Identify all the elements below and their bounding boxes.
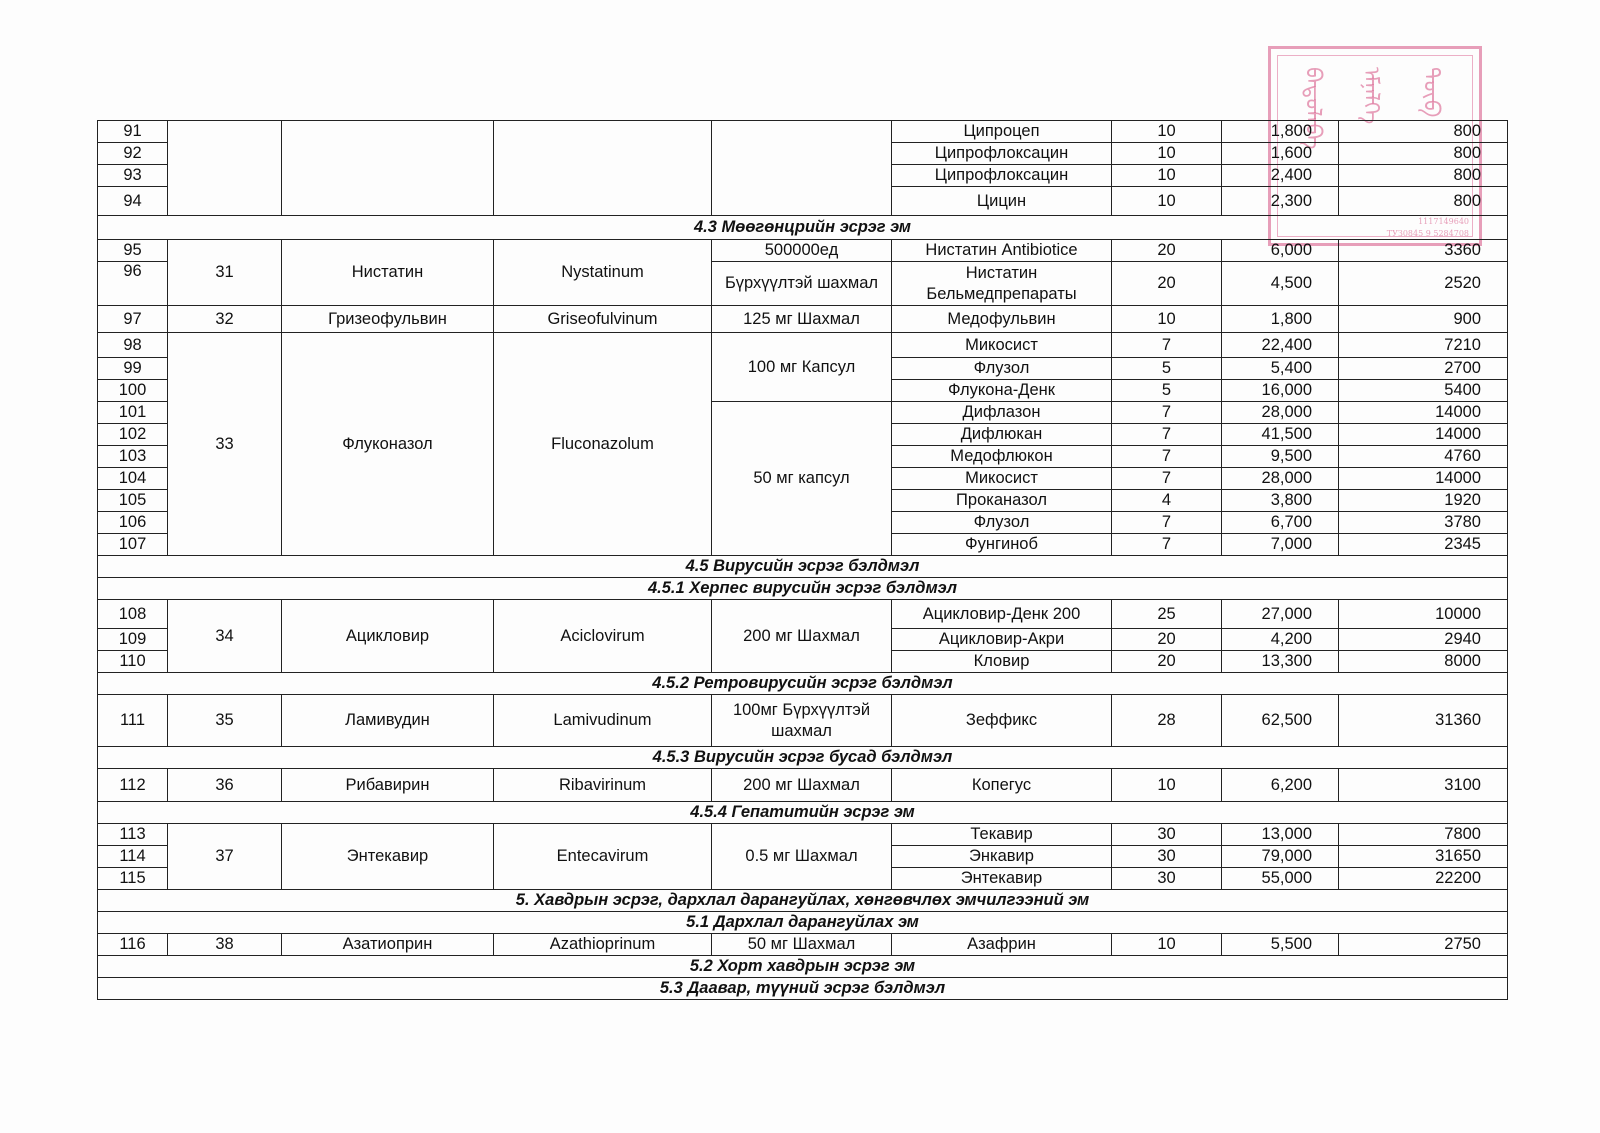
row-index: 110 xyxy=(98,651,168,673)
drug-name-latin xyxy=(494,121,712,216)
total-price: 800 xyxy=(1339,165,1508,187)
total-price: 8000 xyxy=(1339,651,1508,673)
pack-quantity: 7 xyxy=(1112,512,1222,534)
dosage-form: 100 мг Капсул xyxy=(712,333,892,402)
brand-name: Флукона-Денк xyxy=(892,380,1112,402)
row-index: 98 xyxy=(98,333,168,358)
total-price: 800 xyxy=(1339,187,1508,216)
unit-price: 28,000 xyxy=(1222,402,1339,424)
unit-price: 2,400 xyxy=(1222,165,1339,187)
drug-number xyxy=(168,121,282,216)
brand-name: Дифлазон xyxy=(892,402,1112,424)
pack-quantity: 10 xyxy=(1112,306,1222,333)
row-index: 112 xyxy=(98,769,168,802)
row-index: 114 xyxy=(98,846,168,868)
unit-price: 6,000 xyxy=(1222,240,1339,262)
unit-price: 5,400 xyxy=(1222,358,1339,380)
row-index: 111 xyxy=(98,695,168,747)
section-title: 4.5.4 Гепатитийн эсрэг эм xyxy=(98,802,1508,824)
drug-name-latin: Nystatinum xyxy=(494,240,712,306)
unit-price: 1,600 xyxy=(1222,143,1339,165)
table-row xyxy=(98,934,1508,956)
brand-name: Ципрофлоксацин xyxy=(892,165,1112,187)
table-row xyxy=(98,600,1508,629)
unit-price: 16,000 xyxy=(1222,380,1339,402)
section-row xyxy=(98,890,1508,912)
table-row xyxy=(98,333,1508,358)
unit-price: 9,500 xyxy=(1222,446,1339,468)
brand-name: Проканазол xyxy=(892,490,1112,512)
pack-quantity: 10 xyxy=(1112,187,1222,216)
section-title: 4.3 Мөөгөнцрийн эсрэг эм xyxy=(98,216,1508,240)
brand-name: Цицин xyxy=(892,187,1112,216)
row-index: 108 xyxy=(98,600,168,629)
pack-quantity: 10 xyxy=(1112,165,1222,187)
row-index: 109 xyxy=(98,629,168,651)
section-title: 5. Хавдрын эсрэг, дархлал дарангуйлах, хөнгөвчлөх эмчилгээний эм xyxy=(98,890,1508,912)
pack-quantity: 10 xyxy=(1112,769,1222,802)
drug-number: 32 xyxy=(168,306,282,333)
drug-number: 36 xyxy=(168,769,282,802)
drug-number: 31 xyxy=(168,240,282,306)
brand-name: Ацикловир-Акри xyxy=(892,629,1112,651)
brand-name: Медофлюкон xyxy=(892,446,1112,468)
drug-name-mn: Гризеофульвин xyxy=(282,306,494,333)
row-index: 91 xyxy=(98,121,168,143)
table-row xyxy=(98,695,1508,747)
section-title: 4.5 Вирусийн эсрэг бэлдмэл xyxy=(98,556,1508,578)
section-row xyxy=(98,802,1508,824)
unit-price: 79,000 xyxy=(1222,846,1339,868)
dosage-form: 500000ед xyxy=(712,240,892,262)
total-price: 2520 xyxy=(1339,262,1508,306)
drug-name-latin: Aciclovirum xyxy=(494,600,712,673)
pack-quantity: 28 xyxy=(1112,695,1222,747)
table-row xyxy=(98,121,1508,143)
row-index: 99 xyxy=(98,358,168,380)
section-title: 5.3 Даавар, түүний эсрэг бэлдмэл xyxy=(98,978,1508,1000)
total-price: 3780 xyxy=(1339,512,1508,534)
pack-quantity: 10 xyxy=(1112,934,1222,956)
total-price: 5400 xyxy=(1339,380,1508,402)
drug-name-latin: Fluconazolum xyxy=(494,333,712,556)
brand-name: Дифлюкан xyxy=(892,424,1112,446)
section-title: 5.2 Хорт хавдрын эсрэг эм xyxy=(98,956,1508,978)
row-index: 97 xyxy=(98,306,168,333)
section-title: 5.1 Дархлал дарангуйлах эм xyxy=(98,912,1508,934)
stamp-script-2: ᠡᠮᠨᠡᠯᠭᠡ xyxy=(1358,67,1383,125)
row-index: 107 xyxy=(98,534,168,556)
row-index: 104 xyxy=(98,468,168,490)
brand-name: Азафрин xyxy=(892,934,1112,956)
dosage-form: 200 мг Шахмал xyxy=(712,769,892,802)
total-price: 1920 xyxy=(1339,490,1508,512)
row-index: 115 xyxy=(98,868,168,890)
pack-quantity: 30 xyxy=(1112,846,1222,868)
dosage-form: 0.5 мг Шахмал xyxy=(712,824,892,890)
unit-price: 41,500 xyxy=(1222,424,1339,446)
brand-name: Флузол xyxy=(892,358,1112,380)
pack-quantity: 7 xyxy=(1112,402,1222,424)
total-price: 900 xyxy=(1339,306,1508,333)
table-row xyxy=(98,769,1508,802)
stamp-code-1: 1117149640 xyxy=(1418,217,1469,226)
pack-quantity: 7 xyxy=(1112,424,1222,446)
row-index: 102 xyxy=(98,424,168,446)
dosage-form: 50 мг капсул xyxy=(712,402,892,556)
unit-price: 6,200 xyxy=(1222,769,1339,802)
brand-name: Нистатин Бельмедпрепараты xyxy=(892,262,1112,306)
unit-price: 13,000 xyxy=(1222,824,1339,846)
pack-quantity: 5 xyxy=(1112,380,1222,402)
drug-number: 37 xyxy=(168,824,282,890)
dosage-form: 125 мг Шахмал xyxy=(712,306,892,333)
drug-name-mn: Ламивудин xyxy=(282,695,494,747)
pack-quantity: 20 xyxy=(1112,629,1222,651)
brand-name: Кловир xyxy=(892,651,1112,673)
pack-quantity: 20 xyxy=(1112,651,1222,673)
brand-name: Зеффикс xyxy=(892,695,1112,747)
unit-price: 28,000 xyxy=(1222,468,1339,490)
drug-number: 35 xyxy=(168,695,282,747)
row-index: 92 xyxy=(98,143,168,165)
table-row xyxy=(98,824,1508,846)
brand-name: Ципроцеп xyxy=(892,121,1112,143)
total-price: 14000 xyxy=(1339,424,1508,446)
drug-name-latin: Ribavirinum xyxy=(494,769,712,802)
dosage-form: 50 мг Шахмал xyxy=(712,934,892,956)
unit-price: 13,300 xyxy=(1222,651,1339,673)
brand-name: Энкавир xyxy=(892,846,1112,868)
row-index: 95 xyxy=(98,240,168,262)
brand-name: Микосист xyxy=(892,468,1112,490)
row-index: 96 xyxy=(98,262,168,306)
brand-name: Ацикловир-Денк 200 xyxy=(892,600,1112,629)
section-title: 4.5.3 Вирусийн эсрэг бусад бэлдмэл xyxy=(98,747,1508,769)
unit-price: 1,800 xyxy=(1222,121,1339,143)
dosage-form xyxy=(712,121,892,216)
brand-name: Фунгиноб xyxy=(892,534,1112,556)
total-price: 14000 xyxy=(1339,402,1508,424)
drug-number: 38 xyxy=(168,934,282,956)
brand-name: Ципрофлоксацин xyxy=(892,143,1112,165)
drug-number: 34 xyxy=(168,600,282,673)
brand-name: Медофульвин xyxy=(892,306,1112,333)
table-row xyxy=(98,306,1508,333)
pack-quantity: 4 xyxy=(1112,490,1222,512)
drug-name-latin: Lamivudinum xyxy=(494,695,712,747)
pack-quantity: 10 xyxy=(1112,121,1222,143)
row-index: 106 xyxy=(98,512,168,534)
pack-quantity: 30 xyxy=(1112,824,1222,846)
drug-name-mn: Ацикловир xyxy=(282,600,494,673)
brand-name: Микосист xyxy=(892,333,1112,358)
unit-price: 4,500 xyxy=(1222,262,1339,306)
total-price: 7210 xyxy=(1339,333,1508,358)
section-row xyxy=(98,578,1508,600)
drug-name-mn: Энтекавир xyxy=(282,824,494,890)
unit-price: 5,500 xyxy=(1222,934,1339,956)
section-row xyxy=(98,673,1508,695)
row-index: 94 xyxy=(98,187,168,216)
brand-name: Копегус xyxy=(892,769,1112,802)
section-row xyxy=(98,216,1508,240)
total-price: 3100 xyxy=(1339,769,1508,802)
drug-name-mn: Нистатин xyxy=(282,240,494,306)
total-price: 14000 xyxy=(1339,468,1508,490)
total-price: 3360 xyxy=(1339,240,1508,262)
drug-number: 33 xyxy=(168,333,282,556)
row-index: 101 xyxy=(98,402,168,424)
total-price: 800 xyxy=(1339,121,1508,143)
total-price: 31360 xyxy=(1339,695,1508,747)
unit-price: 27,000 xyxy=(1222,600,1339,629)
brand-name: Нистатин Antibiotice xyxy=(892,240,1112,262)
brand-name: Флузол xyxy=(892,512,1112,534)
unit-price: 4,200 xyxy=(1222,629,1339,651)
pack-quantity: 7 xyxy=(1112,468,1222,490)
total-price: 2940 xyxy=(1339,629,1508,651)
pack-quantity: 20 xyxy=(1112,262,1222,306)
pack-quantity: 25 xyxy=(1112,600,1222,629)
total-price: 22200 xyxy=(1339,868,1508,890)
stamp-script-1: ᠪᠠᠲᠤᠯᠠᠪᠠ xyxy=(1300,67,1325,150)
dosage-form: 200 мг Шахмал xyxy=(712,600,892,673)
total-price: 4760 xyxy=(1339,446,1508,468)
stamp-script-3: ᠲᠥᠪ xyxy=(1418,67,1443,118)
total-price: 2750 xyxy=(1339,934,1508,956)
drug-name-latin: Azathioprinum xyxy=(494,934,712,956)
total-price: 2345 xyxy=(1339,534,1508,556)
total-price: 10000 xyxy=(1339,600,1508,629)
pack-quantity: 5 xyxy=(1112,358,1222,380)
brand-name: Текавир xyxy=(892,824,1112,846)
total-price: 31650 xyxy=(1339,846,1508,868)
pack-quantity: 20 xyxy=(1112,240,1222,262)
pack-quantity: 7 xyxy=(1112,534,1222,556)
unit-price: 55,000 xyxy=(1222,868,1339,890)
section-title: 4.5.1 Херпес вирусийн эсрэг бэлдмэл xyxy=(98,578,1508,600)
unit-price: 2,300 xyxy=(1222,187,1339,216)
pack-quantity: 7 xyxy=(1112,333,1222,358)
drug-name-mn: Флуконазол xyxy=(282,333,494,556)
row-index: 100 xyxy=(98,380,168,402)
unit-price: 6,700 xyxy=(1222,512,1339,534)
unit-price: 22,400 xyxy=(1222,333,1339,358)
section-row xyxy=(98,956,1508,978)
pack-quantity: 7 xyxy=(1112,446,1222,468)
drug-name-latin: Entecavirum xyxy=(494,824,712,890)
unit-price: 7,000 xyxy=(1222,534,1339,556)
section-title: 4.5.2 Ретровирусийн эсрэг бэлдмэл xyxy=(98,673,1508,695)
section-row xyxy=(98,556,1508,578)
unit-price: 3,800 xyxy=(1222,490,1339,512)
row-index: 113 xyxy=(98,824,168,846)
pack-quantity: 10 xyxy=(1112,143,1222,165)
section-row xyxy=(98,747,1508,769)
drug-name-mn xyxy=(282,121,494,216)
drug-name-mn: Рибавирин xyxy=(282,769,494,802)
drug-price-table xyxy=(97,120,1508,1000)
total-price: 7800 xyxy=(1339,824,1508,846)
section-row xyxy=(98,912,1508,934)
total-price: 800 xyxy=(1339,143,1508,165)
section-row xyxy=(98,978,1508,1000)
row-index: 105 xyxy=(98,490,168,512)
dosage-form: 100мг Бүрхүүлтэй шахмал xyxy=(712,695,892,747)
drug-name-mn: Азатиоприн xyxy=(282,934,494,956)
pack-quantity: 30 xyxy=(1112,868,1222,890)
unit-price: 1,800 xyxy=(1222,306,1339,333)
dosage-form: Бүрхүүлтэй шахмал xyxy=(712,262,892,306)
row-index: 116 xyxy=(98,934,168,956)
total-price: 2700 xyxy=(1339,358,1508,380)
brand-name: Энтекавир xyxy=(892,868,1112,890)
row-index: 103 xyxy=(98,446,168,468)
unit-price: 62,500 xyxy=(1222,695,1339,747)
drug-name-latin: Griseofulvinum xyxy=(494,306,712,333)
stamp-code-2: ТУЗ0845 9 5284708 xyxy=(1386,229,1469,238)
row-index: 93 xyxy=(98,165,168,187)
table-row xyxy=(98,240,1508,262)
